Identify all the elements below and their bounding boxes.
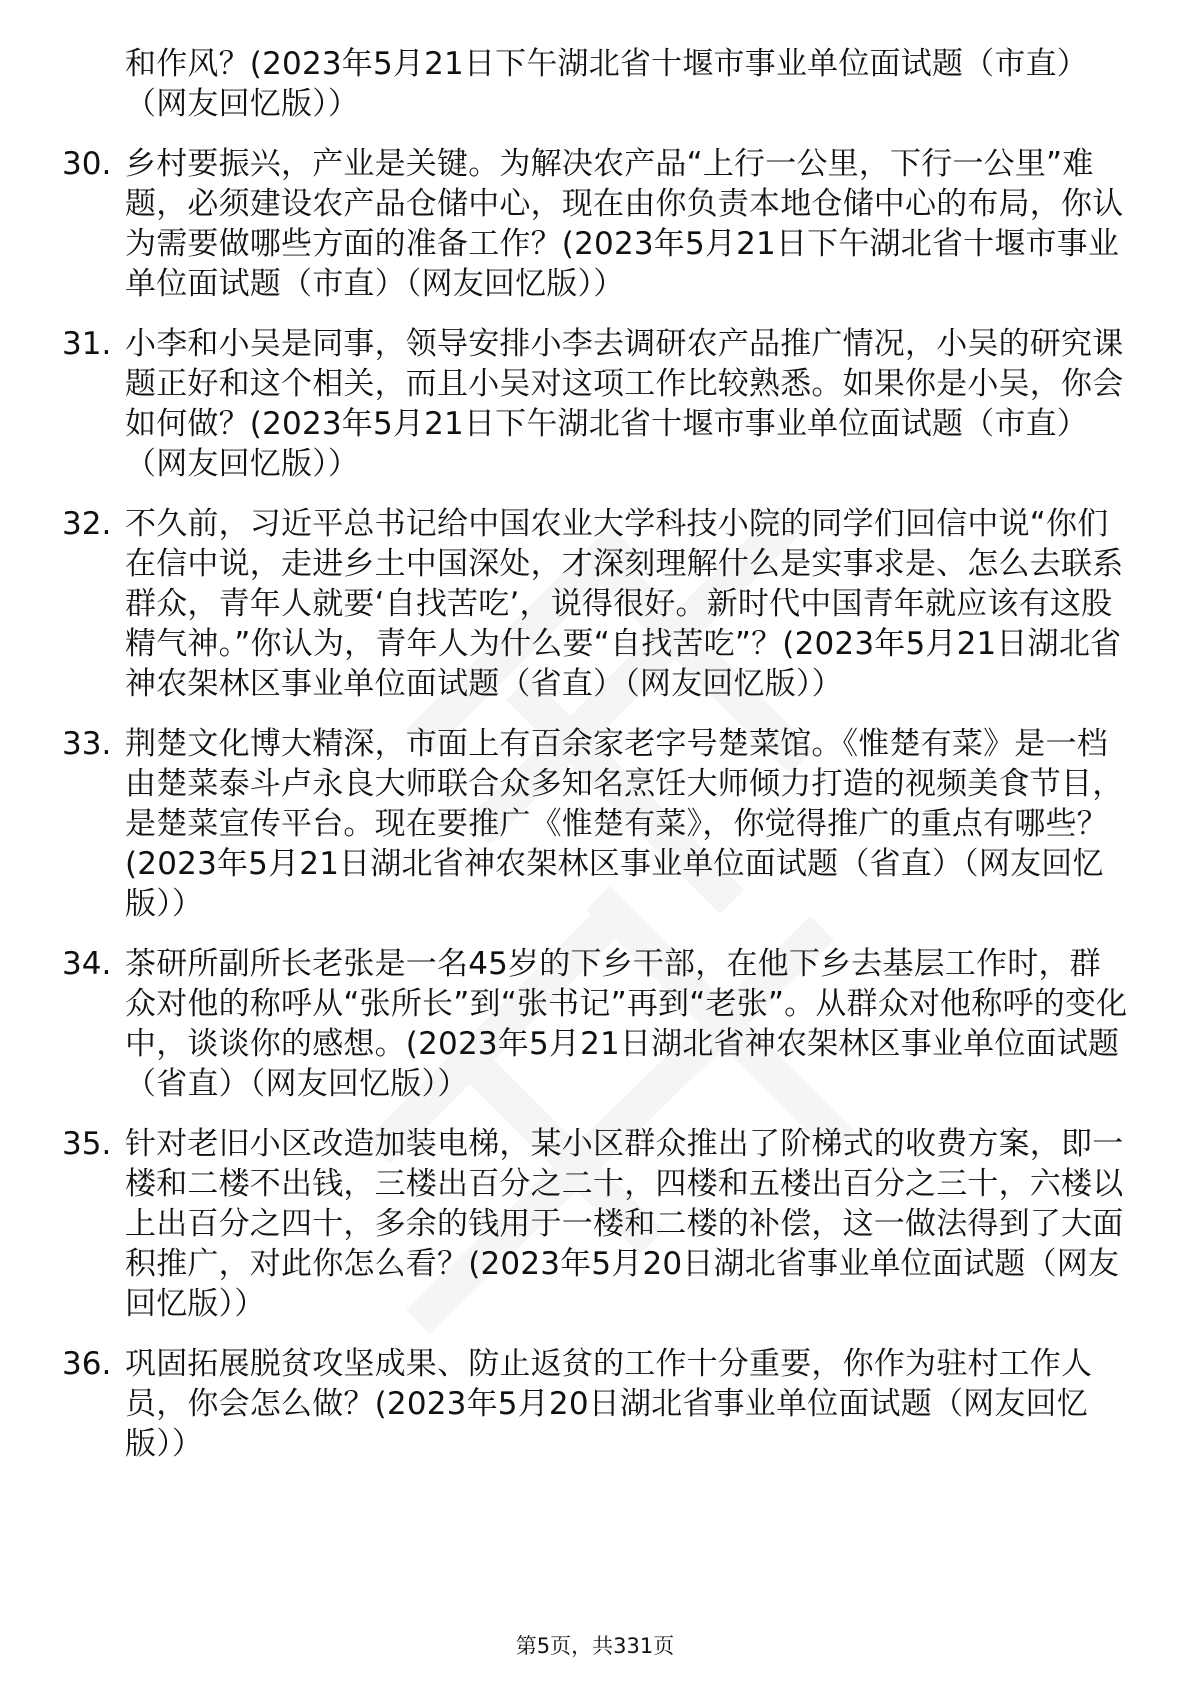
question-item [62,324,1132,484]
question-text: 乡村要振兴，产业是关键。为解决农产品“上行一公里，下行一公里”难题，必须建设农产品仓储中心，现在由你负责本地仓储中心的布局，你认为需要做哪些方面的准备工作？(2023年5月21日下午湖北省十堰市事业单位面试题（市直）（网友回忆版）） [125,146,1124,302]
question-text: 小李和小吴是同事，领导安排小李去调研农产品推广情况，小吴的研究课题正好和这个相关，而且小吴对这项工作比较熟悉。如果你是小吴，你会如何做？(2023年5月21日下午湖北省十堰市事业单位面试题（市直）（网友回忆版）） [125,326,1124,482]
question-number: 30. [62,146,112,182]
question-number: 32. [62,506,112,542]
question-item [62,1124,1132,1324]
question-item [62,504,1132,704]
question-number: 31. [62,326,112,362]
question-number: 34. [62,946,112,982]
continued-question [62,44,1132,124]
question-text: 荆楚文化博大精深，市面上有百余家老字号楚菜馆。《惟楚有菜》是一档由楚菜泰斗卢永良大师联合众多知名烹饪大师倾力打造的视频美食节目，是楚菜宣传平台。现在要推广《惟楚有菜》，你觉得推广的重点有哪些？(2023年5月21日湖北省神农架林区事业单位面试题（省直）（网友回忆版）） [125,726,1124,922]
question-item [62,144,1132,304]
question-text: 茶研所副所长老张是一名45岁的下乡干部，在他下乡去基层工作时，群众对他的称呼从“张所长”到“张书记”再到“老张”。从群众对他称呼的变化中，谈谈你的感想。(2023年5月21日湖北省神农架林区事业单位面试题（省直）（网友回忆版）） [125,946,1128,1102]
question-list [62,44,1132,1464]
page-footer: 第5页，共331页 [515,1634,675,1658]
question-number: 36. [62,1346,112,1382]
continued-question-text: 和作风？(2023年5月21日下午湖北省十堰市事业单位面试题（市直）（网友回忆版）） [125,46,1088,122]
question-item [62,724,1132,924]
question-text: 针对老旧小区改造加装电梯，某小区群众推出了阶梯式的收费方案，即一楼和二楼不出钱，三楼出百分之二十，四楼和五楼出百分之三十，六楼以上出百分之四十，多余的钱用于一楼和二楼的补偿，这一做法得到了大面积推广，对此你怎么看？(2023年5月20日湖北省事业单位面试题（网友回忆版）） [125,1126,1124,1322]
question-item [62,1344,1132,1464]
question-text: 巩固拓展脱贫攻坚成果、防止返贫的工作十分重要，你作为驻村工作人员，你会怎么做？(2023年5月20日湖北省事业单位面试题（网友回忆版）） [125,1346,1093,1462]
question-number: 35. [62,1126,112,1162]
question-item [62,944,1132,1104]
question-text: 不久前，习近平总书记给中国农业大学科技小院的同学们回信中说“你们在信中说，走进乡土中国深处，才深刻理解什么是实事求是、怎么去联系群众，青年人就要‘自找苦吃’，说得很好。新时代中国青年就应该有这股精气神。”你认为，青年人为什么要“自找苦吃”？(2023年5月21日湖北省神农架林区事业单位面试题（省直）（网友回忆版）） [125,506,1124,702]
question-number: 33. [62,726,112,762]
